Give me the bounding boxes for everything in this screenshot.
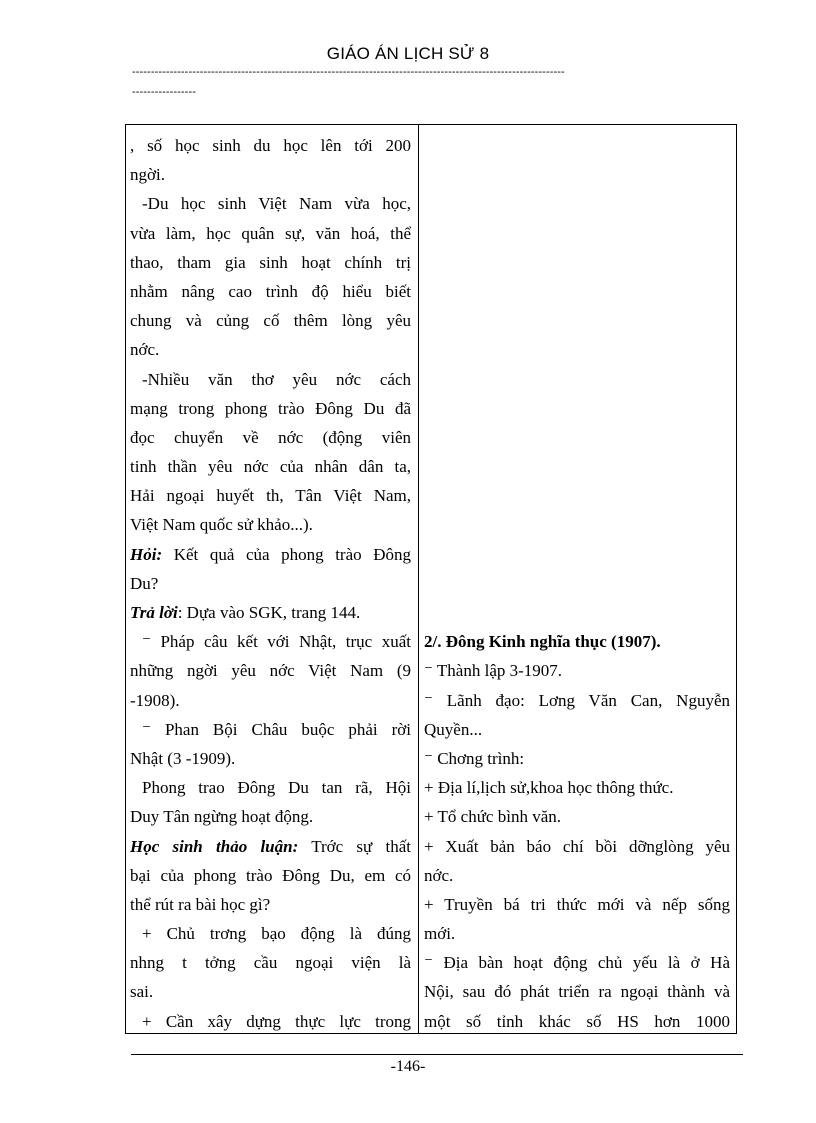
answer-label: Trả lời bbox=[130, 603, 178, 622]
text-line: Hải ngoại huyết th, Tân Việt Nam, bbox=[130, 486, 411, 506]
text-line: + Cần xây dựng thực lực trong bbox=[142, 1011, 411, 1031]
text-line: + Truyền bá tri thức mới và nếp sống bbox=[424, 894, 730, 914]
text-line: ⁻ Thành lập 3-1907. bbox=[424, 661, 563, 681]
text-line: chung và củng cố thêm lòng yêu bbox=[130, 311, 411, 331]
text-line: Việt Nam quốc sử khảo...). bbox=[130, 515, 313, 535]
teacher-activity-column bbox=[130, 131, 411, 1031]
answer-text: : Dựa vào SGK, trang 144. bbox=[177, 603, 361, 622]
section-heading: 2/. Đông Kinh nghĩa thục (1907). bbox=[424, 632, 661, 652]
text-line: những ngời yêu nớc Việt Nam (9 bbox=[130, 661, 411, 681]
text-line: + Tổ chức bình văn. bbox=[424, 807, 561, 827]
text-line: mới. bbox=[424, 924, 456, 944]
discussion-line bbox=[130, 832, 411, 861]
text-line: thể rút ra bài học gì? bbox=[130, 894, 271, 914]
text-line: ⁻ Lãnh đạo: Lơng Văn Can, Nguyễn bbox=[424, 690, 730, 710]
text-line: một số tỉnh khác số HS hơn 1000 bbox=[424, 1011, 730, 1031]
text-line: ⁻ Chơng trình: bbox=[424, 748, 525, 768]
text-line: + Chủ trơng bạo động là đúng bbox=[142, 924, 411, 944]
text-line: thao, tham gia sinh hoạt chính trị bbox=[130, 252, 411, 272]
answer-line bbox=[130, 598, 411, 627]
footer-rule bbox=[131, 1054, 743, 1055]
text-line: vừa làm, học quân sự, văn hoá, thể bbox=[130, 223, 411, 243]
question-label: Hỏi: bbox=[130, 544, 163, 564]
text-line: -Nhiều văn thơ yêu nớc cách bbox=[142, 369, 411, 389]
text-line: tinh thần yêu nớc của nhân dân ta, bbox=[130, 457, 411, 477]
text-line: nớc. bbox=[130, 340, 160, 360]
content-column bbox=[424, 131, 730, 1031]
page-header-title: GIÁO ÁN LỊCH SỬ 8 bbox=[326, 44, 490, 63]
text-line: + Xuất bản báo chí bồi dỡnglòng yêu bbox=[424, 836, 730, 856]
text-line: Du? bbox=[130, 573, 159, 593]
text-line: Nhật (3 -1909). bbox=[130, 748, 236, 768]
table-column-divider bbox=[418, 124, 419, 1034]
text-line: -Du học sinh Việt Nam vừa học, bbox=[142, 194, 411, 214]
text-line: đọc chuyển về nớc (động viên bbox=[130, 427, 411, 447]
text-line: + Địa lí,lịch sử,khoa học thông thức. bbox=[424, 778, 674, 798]
text-line: -1908). bbox=[130, 690, 180, 710]
text-line: Quyền... bbox=[424, 719, 483, 739]
page-number: -146- bbox=[390, 1058, 426, 1075]
text-line: , số học sinh du học lên tới 200 bbox=[130, 136, 411, 155]
text-line: bại của phong trào Đông Du, em có bbox=[130, 865, 411, 885]
text-line: ⁻ Phan Bội Châu buộc phải rời bbox=[142, 719, 411, 739]
discussion-text: Trớc sự thất bbox=[298, 836, 411, 856]
text-line: ⁻ Pháp câu kết với Nhật, trục xuất bbox=[142, 632, 411, 652]
text-line: nhng t tởng cầu ngoại viện là bbox=[130, 953, 411, 973]
text-line: Phong trao Đông Du tan rã, Hội bbox=[142, 778, 411, 798]
text-line: nhằm nâng cao trình độ hiểu biết bbox=[130, 281, 411, 301]
question-line bbox=[130, 540, 411, 569]
header-dashed-rule: ------------------------------------------------------------------------------------------------------------------- bbox=[132, 66, 565, 78]
text-line: nớc. bbox=[424, 865, 454, 885]
text-line: Nội, sau đó phát triển ra ngoại thành và bbox=[424, 982, 730, 1002]
text-line: ngời. bbox=[130, 165, 165, 185]
header-dashed-rule-continued: ----------------- bbox=[132, 86, 196, 98]
discussion-label: Học sinh thảo luận: bbox=[130, 836, 299, 856]
text-line: mạng trong phong trào Đông Du đã bbox=[130, 398, 411, 418]
text-line: ⁻ Địa bàn hoạt động chủ yếu là ở Hà bbox=[424, 953, 730, 973]
text-line: Duy Tân ngừng hoạt động. bbox=[130, 807, 314, 827]
question-text: Kết quả của phong trào Đông bbox=[162, 544, 411, 564]
text-line: sai. bbox=[130, 982, 154, 1002]
